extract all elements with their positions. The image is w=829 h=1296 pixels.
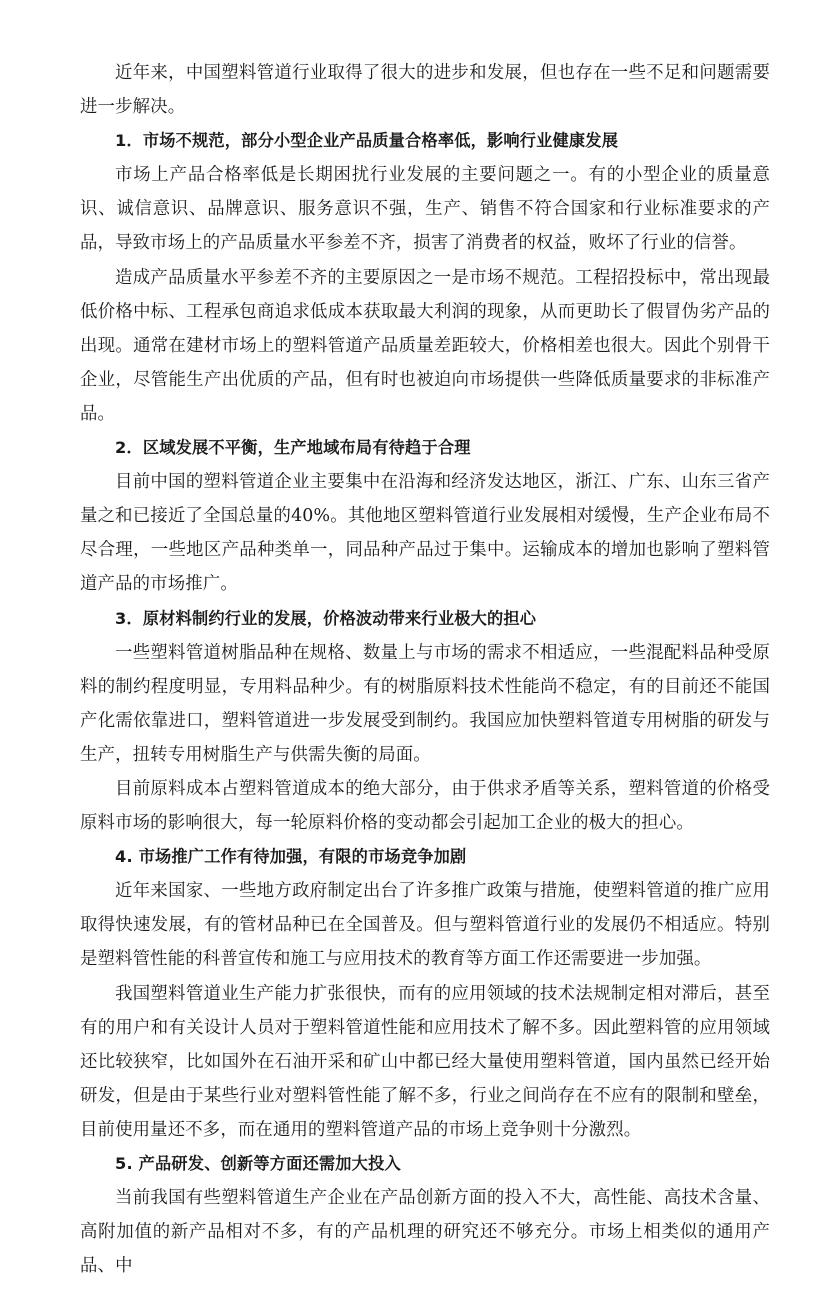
- section-heading-1: 1．市场不规范，部分小型企业产品质量合格率低，影响行业健康发展: [115, 131, 619, 151]
- document-body: [80, 56, 770, 1283]
- paragraph-1a: 市场上产品合格率低是长期困扰行业发展的主要问题之一。有的小型企业的质量意识、诚信意识、品牌意识、服务意识不强，生产、销售不符合国家和行业标准要求的产品，导致市场上的产品质量水平参差不齐，损害了消费者的权益，败坏了行业的信誉。: [80, 165, 770, 254]
- section-heading-2: 2．区域发展不平衡，生产地域布局有待趋于合理: [115, 438, 471, 458]
- section-heading-3: 3．原材料制约行业的发展，价格波动带来行业极大的担心: [115, 608, 537, 628]
- paragraph-2a: 目前中国的塑料管道企业主要集中在沿海和经济发达地区，浙江、广东、山东三省产量之和已接近了全国总量的40%。其他地区塑料管道行业发展相对缓慢，生产企业布局不尽合理，一些地区产品种类单一，同品种产品过于集中。运输成本的增加也影响了塑料管道产品的市场推广。: [80, 472, 770, 595]
- section-heading-5: 5. 产品研发、创新等方面还需加大投入: [115, 1154, 401, 1173]
- paragraph-intro: 近年来，中国塑料管道行业取得了很大的进步和发展，但也存在一些不足和问题需要进一步解决。: [80, 63, 770, 118]
- section-heading-4: 4. 市场推广工作有待加强，有限的市场竞争加剧: [115, 847, 467, 867]
- paragraph-4a: 近年来国家、一些地方政府制定出台了许多推广政策与措施，使塑料管道的推广应用取得快速发展，有的管材品种已在全国普及。但与塑料管道行业的发展仍不相适应。特别是塑料管性能的科普宣传和施工与应用技术的教育等方面工作还需要进一步加强。: [80, 881, 770, 970]
- paragraph-4b: 我国塑料管道业生产能力扩张很快，而有的应用领域的技术法规制定相对滞后，甚至有的用户和有关设计人员对于塑料管道性能和应用技术了解不多。因此塑料管的应用领域还比较狭窄，比如国外在石油开采和矿山中都已经大量使用塑料管道，国内虽然已经开始研发，但是由于某些行业对塑料管性能了解不多，行业之间尚存在不应有的限制和壁垒，目前使用量还不多，而在通用的塑料管道产品的市场上竞争则十分激烈。: [80, 983, 770, 1140]
- paragraph-3a: 一些塑料管道树脂品种在规格、数量上与市场的需求不相适应，一些混配料品种受原料的制约程度明显，专用料品种少。有的树脂原料技术性能尚不稳定，有的目前还不能国产化需依靠进口，塑料管道进一步发展受到制约。我国应加快塑料管道专用树脂的研发与生产，扭转专用树脂生产与供需失衡的局面。: [80, 642, 770, 765]
- paragraph-5a: 当前我国有些塑料管道生产企业在产品创新方面的投入不大，高性能、高技术含量、高附加值的新产品相对不多，有的产品机理的研究还不够充分。市场上相类似的通用产品、中: [80, 1188, 770, 1277]
- paragraph-1b: 造成产品质量水平参差不齐的主要原因之一是市场不规范。工程招投标中，常出现最低价格中标、工程承包商追求低成本获取最大利润的现象，从而更助长了假冒伪劣产品的出现。通常在建材市场上的塑料管道产品质量差距较大，价格相差也很大。因此个别骨干企业，尽管能生产出优质的产品，但有时也被迫向市场提供一些降低质量要求的非标准产品。: [80, 267, 770, 424]
- paragraph-3b: 目前原料成本占塑料管道成本的绝大部分，由于供求矛盾等关系，塑料管道的价格受原料市场的影响很大，每一轮原料价格的变动都会引起加工企业的极大的担心。: [80, 778, 770, 834]
